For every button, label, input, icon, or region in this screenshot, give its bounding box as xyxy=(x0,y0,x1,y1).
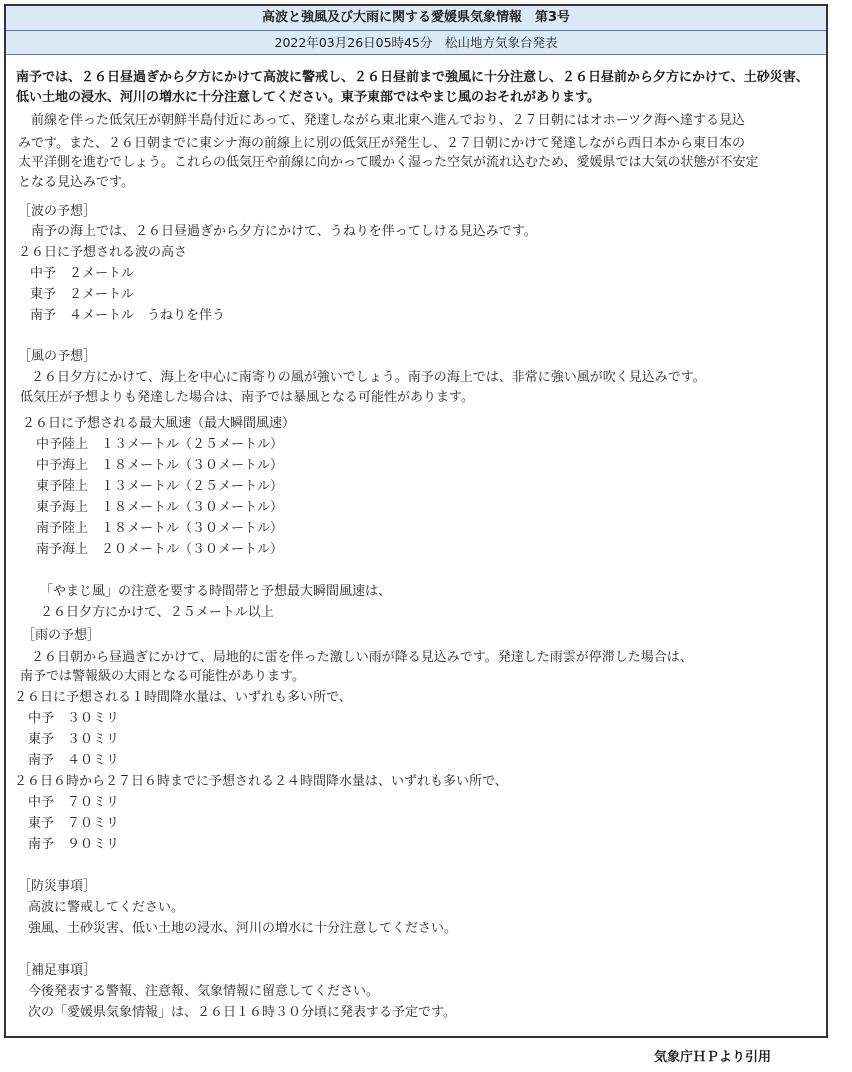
rain-text: ２６日朝から昼過ぎにかけて、局地的に雷を伴った激しい雨が降る見込みです。発達した雨雲が停滞した場合は、 xyxy=(18,650,693,665)
wave-row: 東予 ２メートル xyxy=(30,287,135,302)
wind-heading: ［風の予想］ xyxy=(18,349,97,364)
supplement-item: 今後発表する警報、注意報、気象情報に留意してください。 xyxy=(28,984,380,999)
wind-text: 低気圧が予想よりも発達した場合は、南予では暴風となる可能性があります。 xyxy=(20,390,474,405)
weather-info-panel xyxy=(4,4,828,1038)
rain-text: 南予では警報級の大雨となる可能性があります。 xyxy=(20,669,305,684)
wind-row: 東予海上 １８メートル（３０メートル） xyxy=(36,500,284,515)
issued-line: 2022年03月26日05時45分 松山地方気象台発表 xyxy=(6,31,826,55)
supplement-item: 次の「愛媛県気象情報」は、２６日１６時３０分頃に発表する予定です。 xyxy=(28,1005,456,1020)
page-title: 高波と強風及び大雨に関する愛媛県気象情報 第3号 xyxy=(6,6,826,31)
rain-hourly-heading: ２６日に予想される１時間降水量は、いずれも多い所で、 xyxy=(14,690,352,705)
supplement-heading: ［補足事項］ xyxy=(18,963,97,978)
rain-daily-row: 中予 ７０ミリ xyxy=(28,795,120,810)
wave-text: 南予の海上では、２６日昼過ぎから夕方にかけて、うねりを伴ってしける見込みです。 xyxy=(18,224,537,239)
wave-heading: ［波の予想］ xyxy=(18,204,97,219)
summary-line: となる見込みです。 xyxy=(18,175,134,190)
rain-hourly-row: 東予 ３０ミリ xyxy=(28,732,120,747)
yamaji-text: 「やまじ風」の注意を要する時間帯と予想最大瞬間風速は、 xyxy=(40,584,392,599)
wind-row: 南予陸上 １８メートル（３０メートル） xyxy=(36,521,284,536)
wind-row: 中予海上 １８メートル（３０メートル） xyxy=(36,458,284,473)
rain-daily-row: 南予 ９０ミリ xyxy=(28,837,120,852)
prevention-heading: ［防災事項］ xyxy=(18,879,97,894)
rain-heading: ［雨の予想］ xyxy=(22,628,101,643)
summary-line: 前線を伴った低気圧が朝鮮半島付近にあって、発達しながら東北東へ進んでおり、２７日朝にはオホーツク海へ達する見込 xyxy=(18,113,745,128)
wind-row: 東予陸上 １３メートル（２５メートル） xyxy=(36,479,284,494)
source-citation: 気象庁ＨＰより引用 xyxy=(654,1050,772,1065)
rain-hourly-row: 中予 ３０ミリ xyxy=(28,711,120,726)
summary-line: 太平洋側を進むでしょう。これらの低気圧や前線に向かって暖かく湿った空気が流れ込むため、愛媛県では大気の状態が不安定 xyxy=(18,155,759,170)
summary-line: みです。また、２６日朝までに東シナ海の前線上に別の低気圧が発生し、２７日朝にかけて発達しながら西日本から東日本の xyxy=(18,136,745,151)
rain-daily-heading: ２６日６時から２７日６時までに予想される２４時間降水量は、いずれも多い所で、 xyxy=(14,774,508,789)
prevention-item: 強風、土砂災害、低い土地の浸水、河川の増水に十分注意してください。 xyxy=(28,921,458,936)
wind-row: 南予海上 ２０メートル（３０メートル） xyxy=(36,542,284,557)
wind-subheading: ２６日に予想される最大風速（最大瞬間風速） xyxy=(22,416,296,431)
prevention-item: 高波に警戒してください。 xyxy=(28,900,185,915)
wind-text: ２６日夕方にかけて、海上を中心に南寄りの風が強いでしょう。南予の海上では、非常に強い風が吹く見込みです。 xyxy=(18,370,706,385)
wave-row: 南予 ４メートル うねりを伴う xyxy=(30,308,226,323)
wind-row: 中予陸上 １３メートル（２５メートル） xyxy=(36,437,284,452)
yamaji-value: ２６日夕方にかけて、２５メートル以上 xyxy=(40,605,274,620)
lead-summary: 南予では、２６日昼過ぎから夕方にかけて高波に警戒し、２６日昼前まで強風に十分注意し、２６日昼前から夕方にかけて、土砂災害、低い土地の浸水、河川の増水に十分注意してください。東予東部ではやまじ風のおそれがあります。 xyxy=(16,70,809,105)
wave-row: 中予 ２メートル xyxy=(30,266,135,281)
wave-subheading: ２６日に予想される波の高さ xyxy=(18,245,188,260)
rain-daily-row: 東予 ７０ミリ xyxy=(28,816,120,831)
rain-hourly-row: 南予 ４０ミリ xyxy=(28,753,120,768)
